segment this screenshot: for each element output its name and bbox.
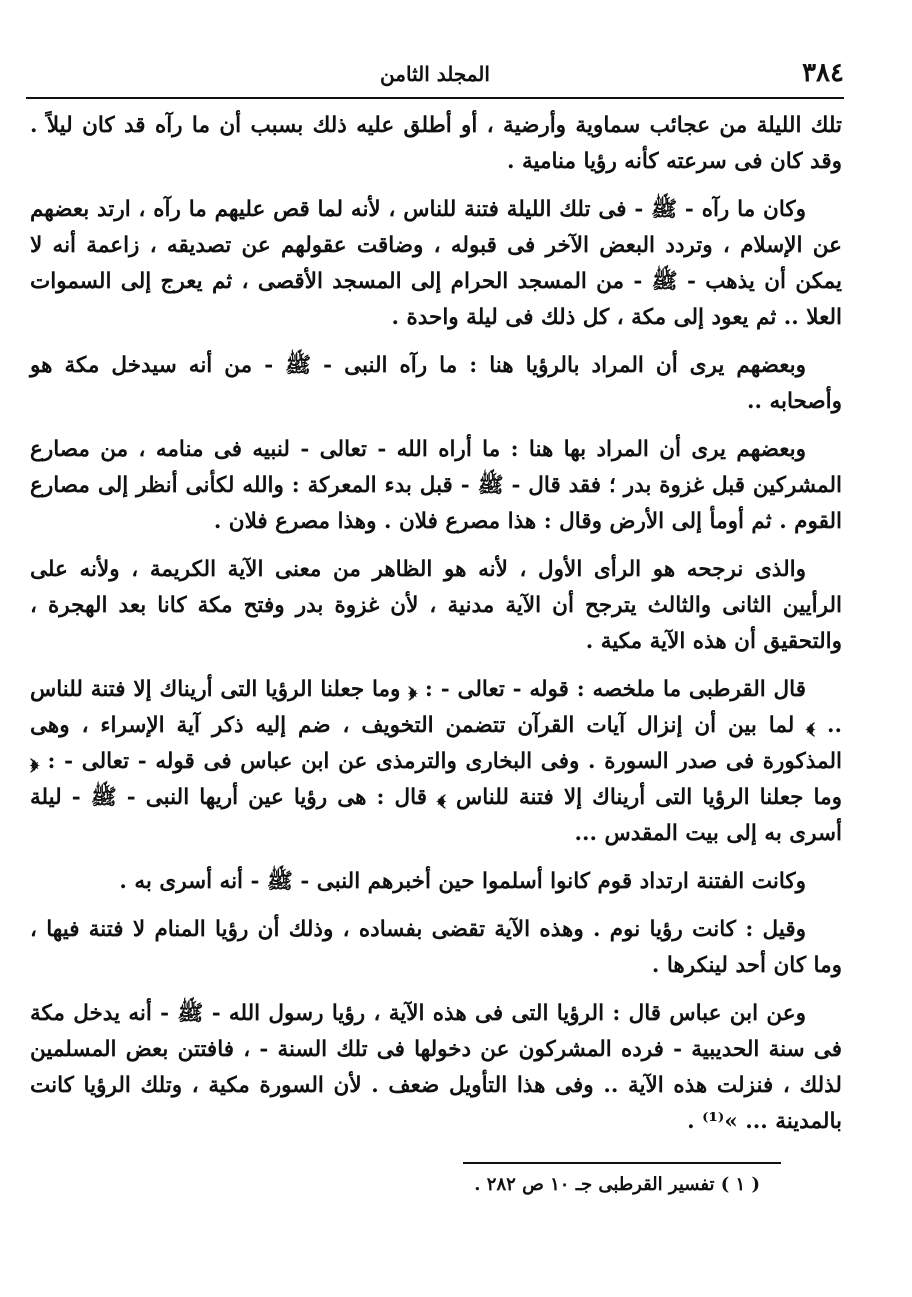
header-divider [26, 97, 844, 99]
paragraph: وقيل : كانت رؤيا نوم . وهذه الآية تقضى بفساده ، وذلك أن رؤيا المنام لا فتنة فيها ، وما كان أحد لينكرها . [30, 917, 842, 978]
page-header [26, 52, 844, 96]
paragraph: وكان ما رآه - ﷺ - فى تلك الليلة فتنة للناس ، لأنه لما قص عليهم ما رآه ، ارتد بعضهم عن الإسلام ، وتردد البعض الآخر فى قبوله ، وضاقت عقولهم عن تصديقه ، زاعمة أنه لا يمكن أن يذهب - ﷺ - من المسجد الحرام إلى المسجد الأقصى ، ثم يعرج إلى السموات العلا .. ثم يعود إلى مكة ، كل ذلك فى ليلة واحدة . [30, 197, 842, 330]
volume-title: المجلد الثامن [380, 62, 490, 86]
paragraph: وبعضهم يرى أن المراد بالرؤيا هنا : ما رآه النبى - ﷺ - من أنه سيدخل مكة هو وأصحابه .. [30, 353, 842, 414]
paragraph: وكانت الفتنة ارتداد قوم كانوا أسلموا حين أخبرهم النبى - ﷺ - أنه أسرى به . [119, 869, 806, 894]
paragraph: والذى نرجحه هو الرأى الأول ، لأنه هو الظاهر من معنى الآية الكريمة ، ولأنه على الرأيين الثانى والثالث يترجح أن الآية مدنية ، لأن غزوة بدر وفتح مكة كانا بعد الهجرة ، والتحقيق أن هذه الآية مكية . [30, 557, 842, 654]
footnote-divider [463, 1162, 781, 1164]
paragraph: تلك الليلة من عجائب سماوية وأرضية ، أو أطلق عليه ذلك بسبب أن ما رآه قد كان ليلاً . وقد كان فى سرعته كأنه رؤيا منامية . [30, 113, 842, 174]
page-number: ٣٨٤ [802, 58, 844, 88]
paragraph: قال القرطبى ما ملخصه : قوله - تعالى - : ﴿ وما جعلنا الرؤيا التى أريناك إلا فتنة للناس .. ﴾ لما بين أن إنزال آيات القرآن تتضمن التخويف ، ضم إليه ذكر آية الإسراء ، وهى المذكورة فى صدر السورة . وفى البخارى والترمذى عن ابن عباس فى قوله - تعالى - : ﴿ وما جعلنا الرؤيا التى أريناك إلا فتنة للناس ﴾ قال : هى رؤيا عين أريها النبى - ﷺ - ليلة أسرى به إلى بيت المقدس ... [30, 677, 842, 846]
paragraph: وبعضهم يرى أن المراد بها هنا : ما أراه الله - تعالى - لنبيه فى منامه ، من مصارع المشركين قبل غزوة بدر ؛ فقد قال - ﷺ - قبل بدء المعركة : والله لكأنى أنظر إلى مصارع القوم . ثم أومأ إلى الأرض وقال : هذا مصرع فلان . وهذا مصرع فلان . [30, 437, 842, 534]
footnote: ( ١ ) تفسير القرطبى جـ ١٠ ص ٢٨٢ . [474, 1174, 760, 1195]
body-text [30, 108, 842, 1152]
paragraph: وعن ابن عباس قال : الرؤيا التى فى هذه الآية ، رؤيا رسول الله - ﷺ - أنه يدخل مكة فى سنة الحديبية - فرده المشركون عن دخولها فى تلك السنة - ، فافتتن بعض المسلمين لذلك ، فنزلت هذه الآية .. وفى هذا التأويل ضعف . لأن السورة مكية ، وتلك الرؤيا كانت بالمدينة ... »⁽¹⁾ . [30, 1001, 842, 1134]
